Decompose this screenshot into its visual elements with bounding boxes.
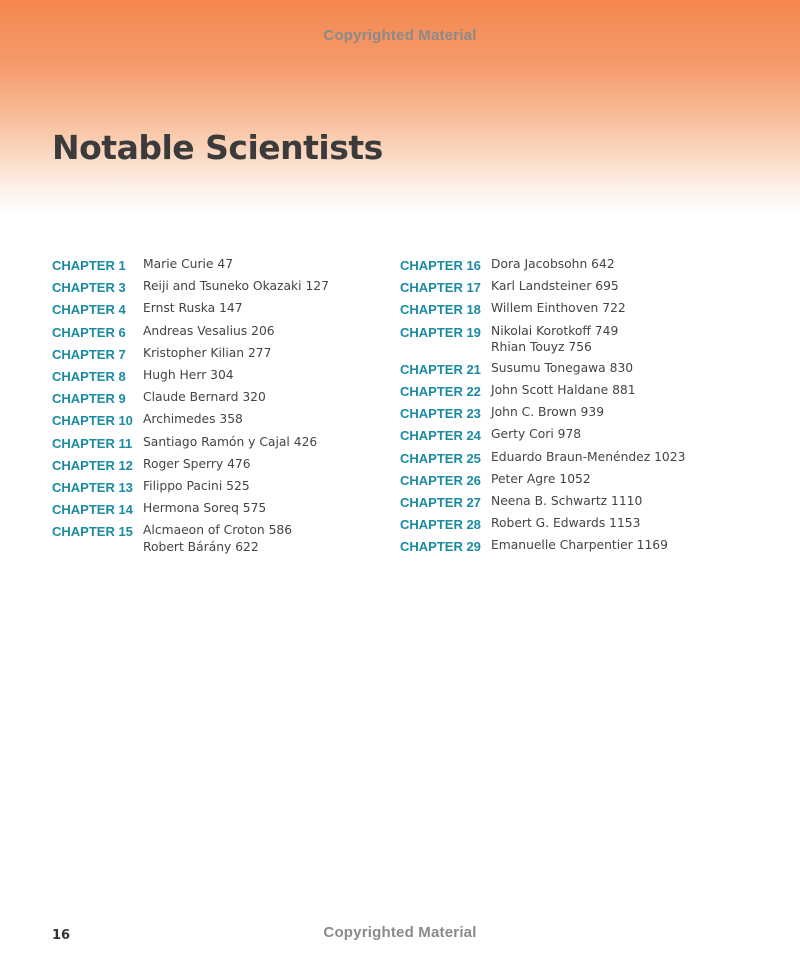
scientist-names	[491, 382, 730, 404]
chapter-entry	[52, 256, 382, 278]
chapter-entry	[52, 456, 382, 478]
chapter-label: CHAPTER 16	[400, 258, 481, 273]
scientist-name-page: Gerty Cori 978	[491, 427, 582, 442]
chapter-entry	[400, 493, 730, 515]
chapter-label: CHAPTER 3	[52, 280, 126, 296]
scientist-name-page: Roger Sperry 476	[143, 456, 251, 471]
watermark-top: Copyrighted Material	[323, 27, 477, 44]
chapter-list-left	[52, 256, 382, 560]
chapter-label: CHAPTER 27	[400, 494, 481, 510]
chapter-entry	[52, 411, 382, 433]
chapter-label: CHAPTER 7	[52, 346, 126, 362]
scientist-names	[491, 493, 730, 515]
scientist-name-page: Karl Landsteiner 695	[491, 279, 619, 294]
chapter-label: CHAPTER 15	[52, 524, 133, 540]
scientist-names	[143, 278, 382, 300]
scientist-names	[143, 478, 382, 500]
chapter-entry	[400, 426, 730, 448]
chapter-label: CHAPTER 17	[400, 280, 481, 296]
chapter-label: CHAPTER 23	[400, 406, 481, 422]
chapter-entry	[400, 515, 730, 537]
chapter-label: CHAPTER 18	[400, 302, 481, 318]
scientist-name-page: Neena B. Schwartz 1110	[491, 493, 643, 508]
scientist-names	[491, 278, 730, 300]
chapter-label: CHAPTER 8	[52, 368, 126, 384]
chapter-label: CHAPTER 4	[52, 302, 126, 318]
scientist-names	[143, 456, 382, 478]
scientist-names	[143, 434, 382, 456]
chapter-entry	[52, 300, 382, 322]
page-title: Notable Scientists	[52, 128, 383, 167]
chapter-entry	[400, 300, 730, 322]
chapter-label: CHAPTER 9	[52, 391, 126, 407]
scientist-names	[143, 522, 382, 559]
scientist-names	[491, 449, 730, 471]
scientist-name-page: John Scott Haldane 881	[491, 383, 636, 398]
scientist-name-page: Susumu Tonegawa 830	[491, 360, 634, 375]
scientist-names	[491, 426, 730, 448]
scientist-names	[143, 367, 382, 389]
chapter-label: CHAPTER 28	[400, 517, 481, 533]
chapter-entry	[52, 278, 382, 300]
chapter-entry	[52, 389, 382, 411]
scientist-name-page: Rhian Touyz 756	[491, 340, 592, 355]
scientist-names	[143, 500, 382, 522]
scientist-names	[491, 404, 730, 426]
scientist-name-page: Robert Bárány 622	[143, 539, 259, 554]
scientist-name-page: Kristopher Kilian 277	[143, 345, 272, 360]
scientist-names	[143, 300, 382, 322]
chapter-entry	[52, 478, 382, 500]
chapter-label: CHAPTER 24	[400, 428, 481, 444]
chapter-label: CHAPTER 25	[400, 450, 481, 466]
chapter-label: CHAPTER 11	[52, 435, 133, 451]
chapter-label: CHAPTER 6	[52, 324, 126, 340]
scientist-name-page: Hermona Soreq 575	[143, 501, 267, 516]
chapter-list-right	[400, 256, 730, 560]
chapter-entry	[52, 323, 382, 345]
scientist-name-page: John C. Brown 939	[491, 405, 605, 420]
scientist-name-page: Willem Einthoven 722	[491, 301, 626, 316]
watermark-bottom: Copyrighted Material	[323, 924, 477, 941]
chapter-entry	[400, 360, 730, 382]
scientist-names	[491, 323, 730, 360]
scientist-name-page: Marie Curie 47	[143, 257, 234, 271]
scientist-names	[491, 360, 730, 382]
scientist-names	[491, 537, 730, 559]
chapter-entry	[400, 449, 730, 471]
chapter-label: CHAPTER 14	[52, 502, 133, 518]
scientist-names	[491, 471, 730, 493]
scientist-names	[491, 515, 730, 537]
chapter-label: CHAPTER 12	[52, 457, 133, 473]
chapter-entry	[400, 404, 730, 426]
chapter-entry	[400, 471, 730, 493]
scientist-names	[491, 256, 730, 278]
chapter-label: CHAPTER 19	[400, 324, 481, 340]
scientist-names	[143, 256, 382, 278]
chapter-entry	[400, 382, 730, 404]
scientist-name-page: Emanuelle Charpentier 1169	[491, 538, 668, 553]
scientist-name-page: Ernst Ruska 147	[143, 301, 243, 316]
scientist-name-page: Claude Bernard 320	[143, 390, 266, 405]
chapter-label: CHAPTER 22	[400, 384, 481, 400]
scientist-name-page: Dora Jacobsohn 642	[491, 257, 615, 271]
scientist-name-page: Santiago Ramón y Cajal 426	[143, 434, 318, 449]
chapter-entry	[400, 323, 730, 360]
chapter-entry	[52, 500, 382, 522]
page-number: 16	[52, 928, 71, 943]
scientist-names	[143, 323, 382, 345]
chapter-label: CHAPTER 29	[400, 539, 481, 555]
scientist-name-page: Robert G. Edwards 1153	[491, 516, 641, 531]
scientist-names	[143, 345, 382, 367]
chapter-entry	[52, 367, 382, 389]
scientist-name-page: Andreas Vesalius 206	[143, 323, 275, 338]
scientist-name-page: Filippo Pacini 525	[143, 478, 250, 493]
chapter-entry	[52, 522, 382, 559]
chapter-label: CHAPTER 26	[400, 472, 481, 488]
chapter-entry	[52, 345, 382, 367]
scientist-name-page: Nikolai Korotkoff 749	[491, 323, 619, 338]
chapter-entry	[400, 278, 730, 300]
chapter-label: CHAPTER 13	[52, 479, 133, 495]
scientist-names	[491, 300, 730, 322]
scientist-names	[143, 389, 382, 411]
chapter-label: CHAPTER 10	[52, 413, 133, 429]
chapter-entry	[400, 256, 730, 278]
scientist-names	[143, 411, 382, 433]
chapter-label: CHAPTER 1	[52, 258, 126, 273]
chapter-entry	[52, 434, 382, 456]
scientist-name-page: Alcmaeon of Croton 586	[143, 523, 293, 538]
scientist-name-page: Hugh Herr 304	[143, 367, 234, 382]
chapter-entry	[400, 537, 730, 559]
scientist-name-page: Reiji and Tsuneko Okazaki 127	[143, 279, 329, 294]
scientist-name-page: Eduardo Braun-Menéndez 1023	[491, 449, 686, 464]
scientist-name-page: Archimedes 358	[143, 412, 243, 427]
chapter-label: CHAPTER 21	[400, 361, 481, 377]
scientist-name-page: Peter Agre 1052	[491, 471, 591, 486]
